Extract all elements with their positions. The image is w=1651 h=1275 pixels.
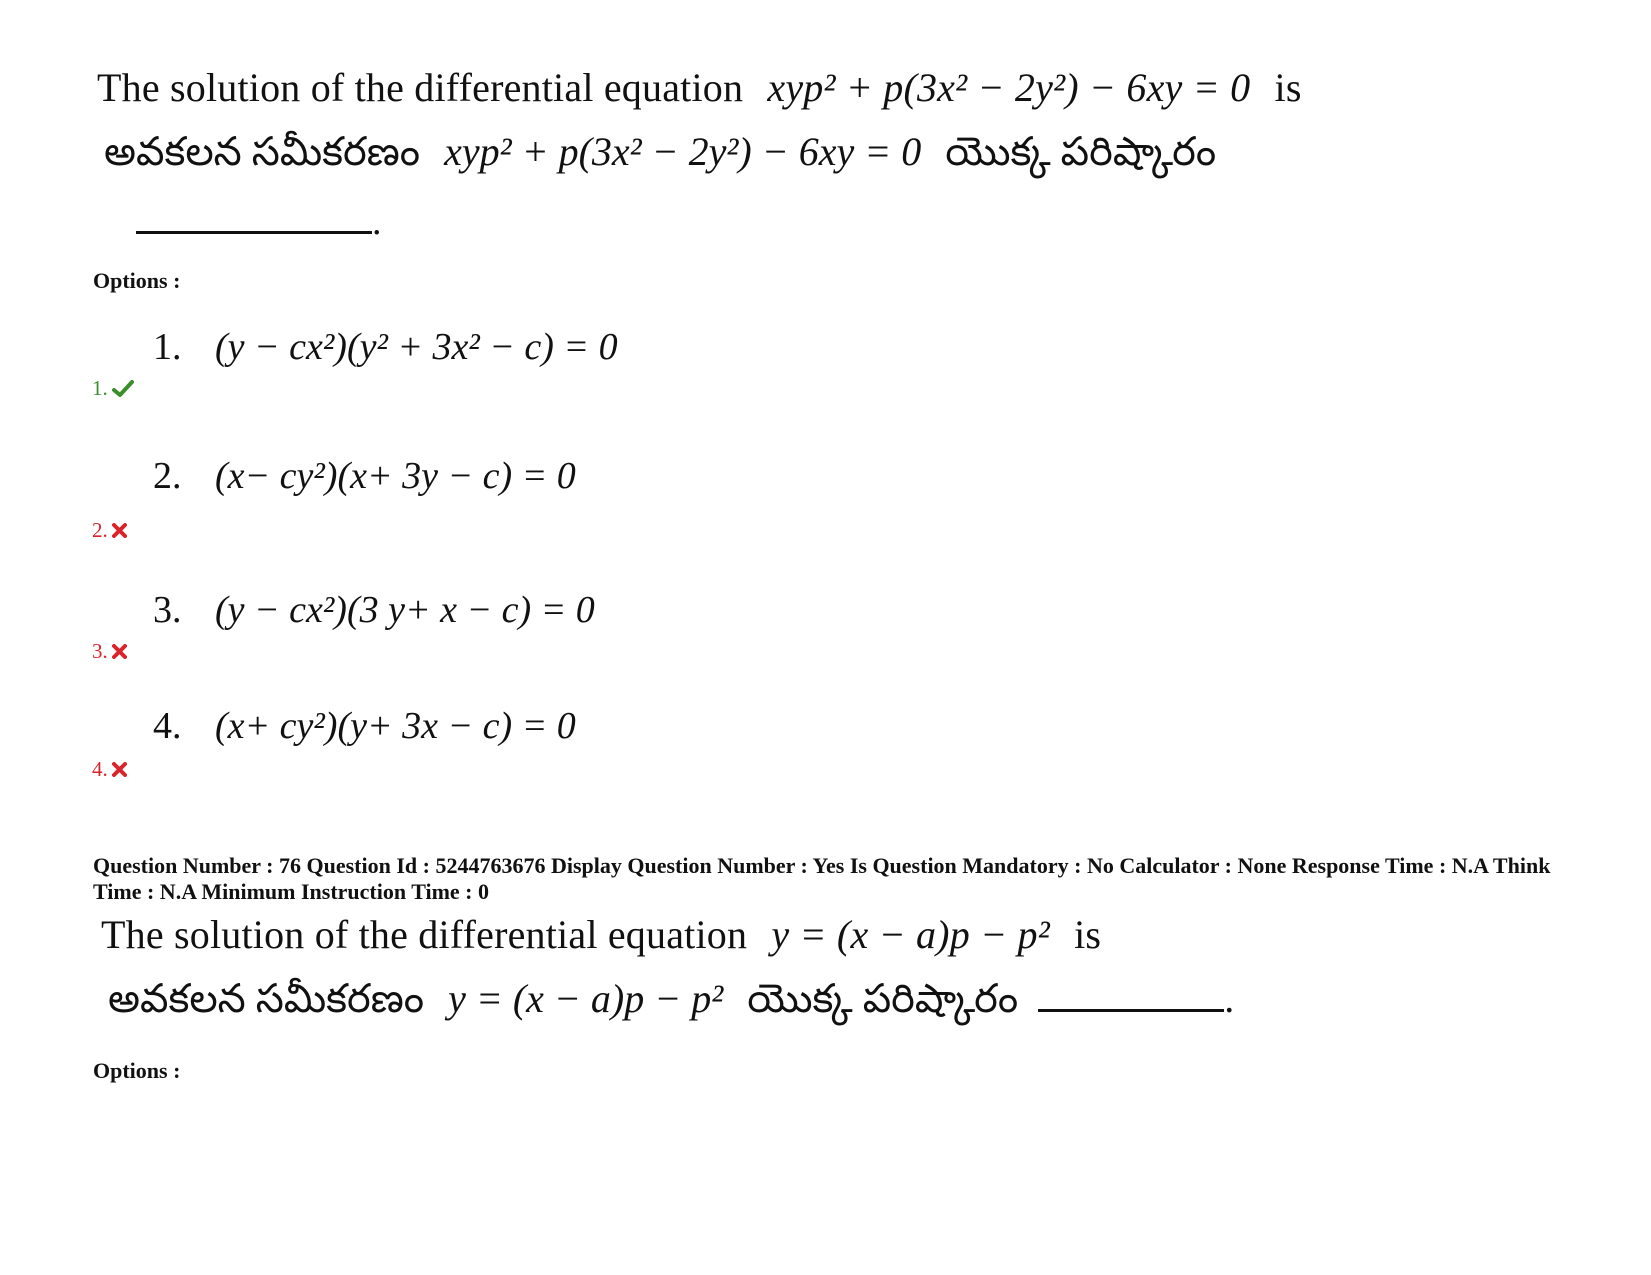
cross-icon	[112, 762, 127, 777]
q76-stem-telugu: అవకలన సమీకరణం y = (x − a)p − p² యొక్క పరిష్కారం .	[108, 976, 1235, 1021]
q75-option-3: 3. (y − cx²)(3 y+ x − c) = 0	[153, 589, 595, 631]
q76-options-label: Options :	[93, 1058, 181, 1083]
q76-equation-telugu: y = (x − a)p − p²	[448, 976, 724, 1021]
q76-meta-info: Question Number : 76 Question Id : 5244763676 Display Question Number : Yes Is Question Mandatory : No Calculator : None Response Time : N.A Think Time : N.A Minimum Instruction Time : 0	[93, 853, 1551, 904]
q75-equation-telugu: xyp² + p(3x² − 2y²) − 6xy = 0	[444, 129, 922, 174]
q75-option-2: 2. (x− cy²)(x+ 3y − c) = 0	[153, 455, 576, 497]
q75-stem-english: The solution of the differential equation xyp² + p(3x² − 2y²) − 6xy = 0 is	[97, 65, 1302, 110]
q75-equation: xyp² + p(3x² − 2y²) − 6xy = 0	[767, 65, 1251, 110]
q76-stem-english: The solution of the differential equation y = (x − a)p − p² is	[101, 912, 1102, 957]
q76-equation: y = (x − a)p − p²	[771, 912, 1050, 957]
q75-option-4-marker: 4.	[92, 757, 127, 782]
q75-stem-telugu: అవకలన సమీకరణం xyp² + p(3x² − 2y²) − 6xy = 0 యొక్క పరిష్కారం	[104, 129, 1217, 174]
check-icon	[112, 380, 134, 398]
q75-option-1: 1. (y − cx²)(y² + 3x² − c) = 0	[153, 326, 618, 368]
q76-answer-blank	[1038, 1008, 1224, 1012]
q75-option-3-marker: 3.	[92, 639, 127, 664]
cross-icon	[112, 644, 127, 659]
q75-options-label: Options :	[93, 268, 181, 293]
cross-icon	[112, 523, 127, 538]
q75-option-4: 4. (x+ cy²)(y+ 3x − c) = 0	[153, 705, 576, 747]
q75-answer-blank: .	[136, 200, 382, 244]
q75-option-2-marker: 2.	[92, 518, 127, 543]
q75-option-1-marker: 1.	[92, 376, 134, 401]
